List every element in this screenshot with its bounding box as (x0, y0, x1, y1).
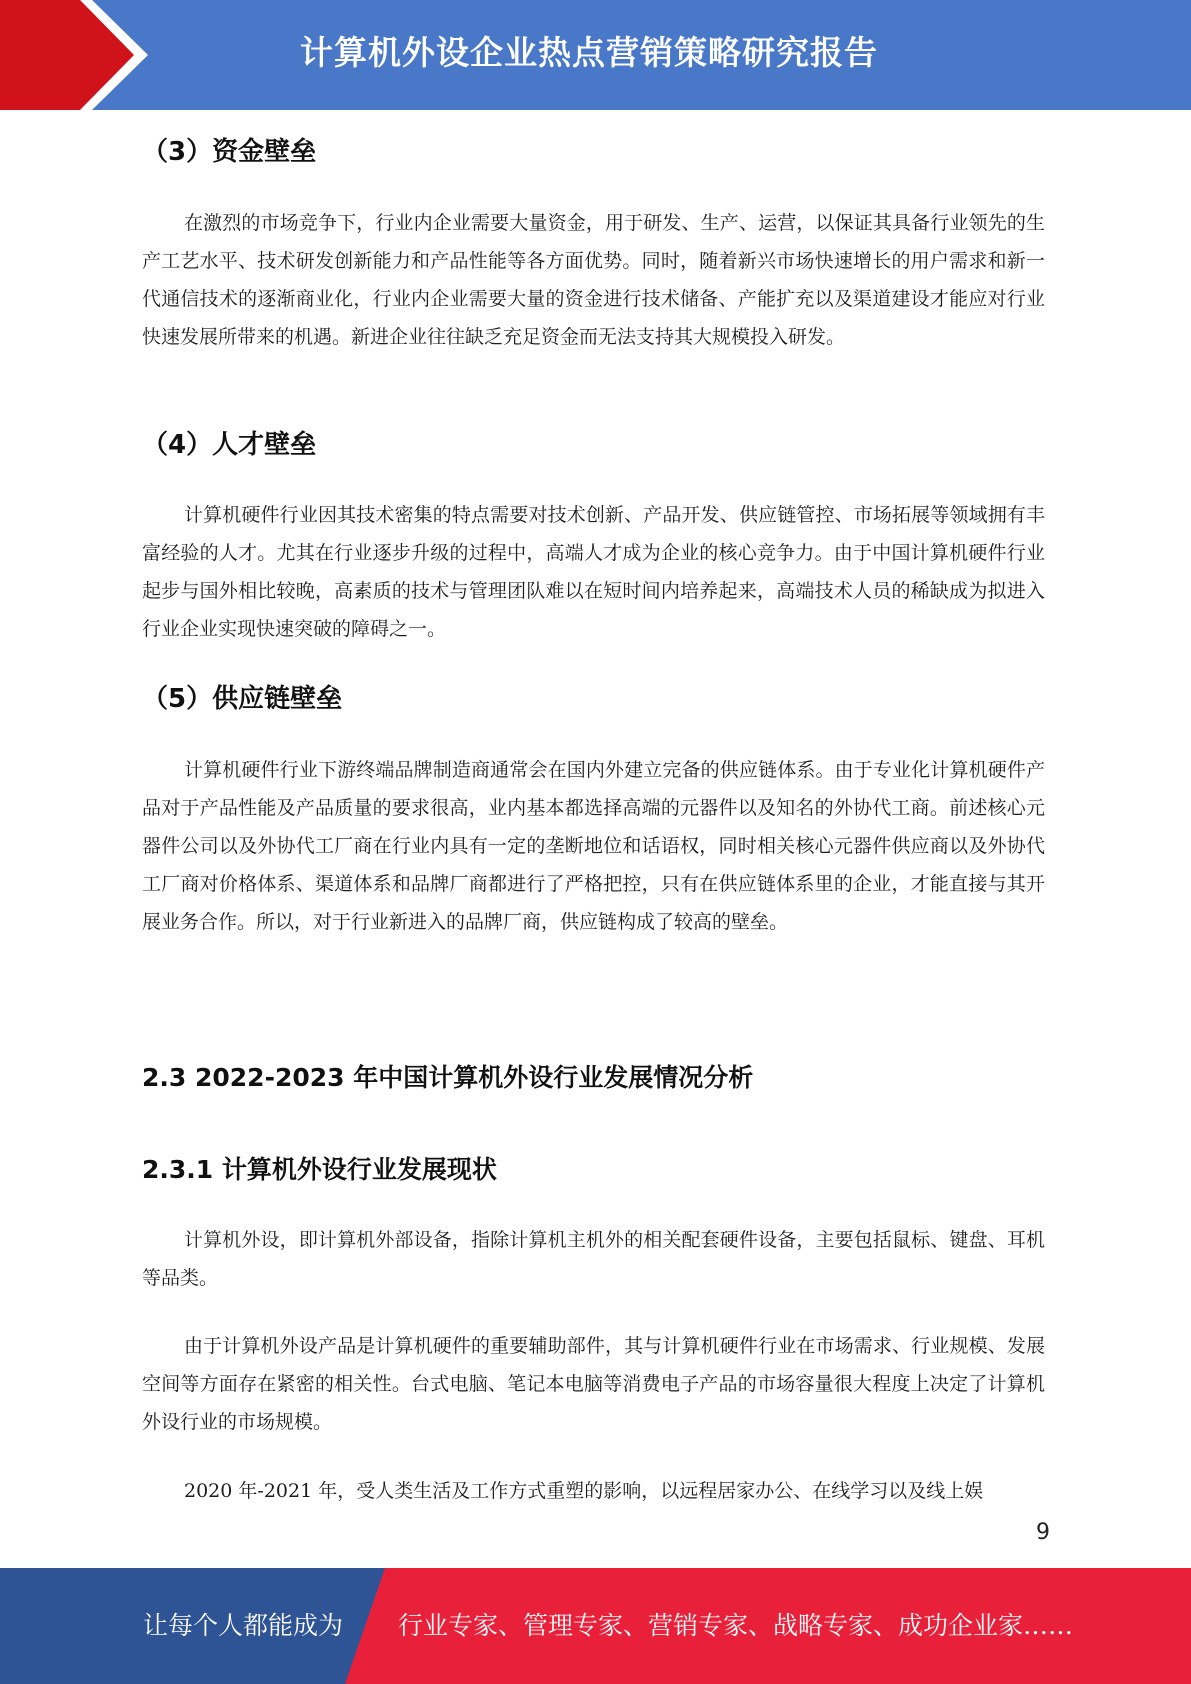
page-footer (0, 1568, 1191, 1684)
page-header (0, 0, 1191, 110)
paragraph-peripheral-definition: 计算机外设，即计算机外部设备，指除计算机主机外的相关配套硬件设备，主要包括鼠标、键盘、耳机等品类。 (142, 1229, 1045, 1289)
section-heading-2-3: 2.3 2022-2023 年中国计算机外设行业发展情况分析 (142, 1063, 754, 1092)
paragraph-capital-barrier: 在激烈的市场竞争下，行业内企业需要大量资金，用于研发、生产、运营，以保证其具备行业领先的生产工艺水平、技术研发创新能力和产品性能等各方面优势。同时，随着新兴市场快速增长的用户需求和新一代通信技术的逐渐商业化，行业内企业需要大量的资金进行技术储备、产能扩充以及渠道建设才能应对行业快速发展所带来的机遇。新进企业往往缺乏充足资金而无法支持其大规模投入研发。 (142, 212, 1045, 348)
heading-capital-barrier: （3）资金壁垒 (142, 137, 317, 167)
footer-slogan-right: 行业专家、管理专家、营销专家、战略专家、成功企业家…… (398, 1611, 1074, 1640)
report-title: 计算机外设企业热点营销策略研究报告 (300, 33, 878, 72)
page-number: 9 (1036, 1520, 1050, 1545)
section-heading-2-3-1: 2.3.1 计算机外设行业发展现状 (142, 1155, 497, 1184)
heading-talent-barrier: （4）人才壁垒 (142, 430, 317, 460)
paragraph-peripheral-relation: 由于计算机外设产品是计算机硬件的重要辅助部件，其与计算机硬件行业在市场需求、行业规模、发展空间等方面存在紧密的相关性。台式电脑、笔记本电脑等消费电子产品的市场容量很大程度上决定了计算机外设行业的市场规模。 (142, 1335, 1045, 1433)
paragraph-talent-barrier: 计算机硬件行业因其技术密集的特点需要对技术创新、产品开发、供应链管控、市场拓展等领域拥有丰富经验的人才。尤其在行业逐步升级的过程中，高端人才成为企业的核心竞争力。由于中国计算机硬件行业起步与国外相比较晚，高素质的技术与管理团队难以在短时间内培养起来，高端技术人员的稀缺成为拟进入行业企业实现快速突破的障碍之一。 (142, 504, 1045, 640)
header-arrow-decoration (0, 0, 160, 110)
paragraph-supply-barrier: 计算机硬件行业下游终端品牌制造商通常会在国内外建立完备的供应链体系。由于专业化计算机硬件产品对于产品性能及产品质量的要求很高，业内基本都选择高端的元器件以及知名的外协代工商。前述核心元器件公司以及外协代工厂商在行业内具有一定的垄断地位和话语权，同时相关核心元器件供应商以及外协代工厂商对价格体系、渠道体系和品牌厂商都进行了严格把控，只有在供应链体系里的企业，才能直接与其开展业务合作。所以，对于行业新进入的品牌厂商，供应链构成了较高的壁垒。 (142, 759, 1045, 933)
heading-supply-barrier: （5）供应链壁垒 (142, 684, 343, 714)
footer-slogan-left: 让每个人都能成为 (143, 1611, 344, 1640)
paragraph-2020-2021: 2020 年-2021 年，受人类生活及工作方式重塑的影响，以远程居家办公、在线学习以及线上娱 (184, 1480, 984, 1502)
